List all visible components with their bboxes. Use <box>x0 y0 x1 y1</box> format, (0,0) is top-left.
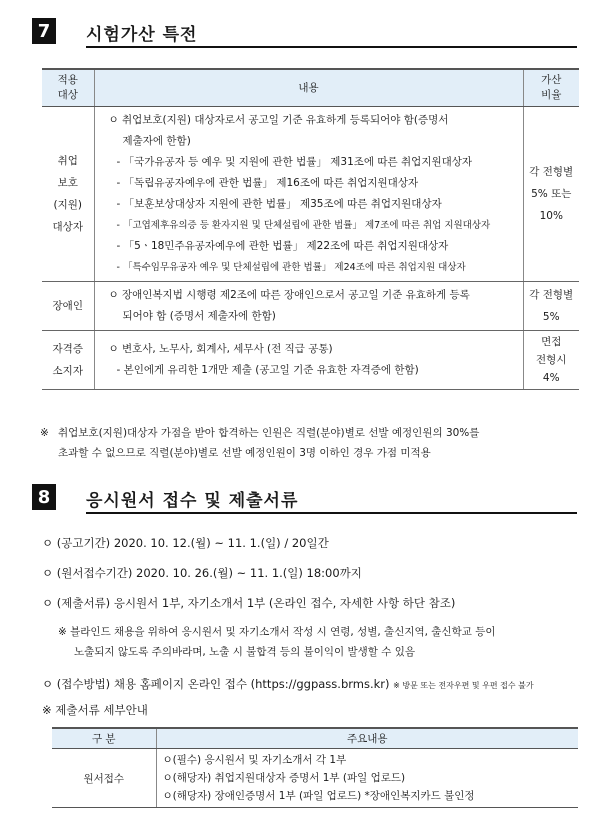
application-period: ㅇ (원서접수기간) 2020. 10. 26.(월) ~ 11. 1.(일) 18:00까지 <box>42 566 362 580</box>
table-row <box>42 282 579 331</box>
docs-heading: ※ 제출서류 세부안내 <box>42 703 148 717</box>
row-content: ㅇ 변호사, 노무사, 회계사, 세무사 (전 직급 공통) - 본인에게 유리한 1개만 제출 (공고일 기준 유효한 자격증에 한함) <box>94 331 523 390</box>
row-content: ㅇ 장애인복지법 시행령 제2조에 따른 장애인으로서 공고일 기준 유효하게 등록 되어야 함 (증명서 제출자에 한함) <box>94 282 523 331</box>
notice-period: ㅇ (공고기간) 2020. 10. 12.(월) ~ 11. 1.(일) / 20일간 <box>42 536 329 550</box>
blind-note: ※ 블라인드 채용을 위하여 응시원서 및 자기소개서 작성 시 연령, 성별, 출신지역, 출신학교 등이 노출되지 않도록 주의바라며, 노출 시 불합격 등의 불이익이 발생할 수 있음 <box>58 626 496 658</box>
section-8-header <box>20 484 577 514</box>
header-rate: 가산 비율 <box>523 69 579 107</box>
bonus-table-header <box>42 69 579 107</box>
section-underline <box>86 46 577 48</box>
header-content: 내용 <box>94 69 523 107</box>
section-number: 7 <box>32 18 56 44</box>
row-rate: 각 전형별 5% 또는 10% <box>523 107 579 282</box>
row-target: 장애인 <box>42 282 94 331</box>
header-content: 주요내용 <box>156 728 578 749</box>
section-title: 시험가산 특전 <box>86 25 198 45</box>
docs-category: 원서접수 <box>52 749 156 808</box>
section-title: 응시원서 접수 및 제출서류 <box>86 491 299 511</box>
header-target: 적용 대상 <box>42 69 94 107</box>
docs-table <box>52 727 578 808</box>
bonus-table <box>42 68 579 390</box>
table-row <box>42 331 579 390</box>
row-target: 취업 보호 (지원) 대상자 <box>42 107 94 282</box>
row-content: ㅇ 취업보호(지원) 대상자로서 공고일 기준 유효하게 등록되어야 함(증명서 제출자에 한함) - 「국가유공자 등 예우 및 지원에 관한 법률」 제31조에 따른 취업지원대상자 - 「독립유공자예우에 관한 법률」 제16조에 따른 취업지원대상자 - 「보훈보상대상자 지원에 관한 법률」 제35조에 따른 취업지원대상자 - 「고엽제후유의증 등 환자지원 및 단체설립에 관한 법률」 제7조에 따른 취업 지원대상자 - 「5ㆍ18민주유공자예우에 관한 법률」 제22조에 따른 취업지원대상자 - 「특수임무유공자 예우 및 단체설립에 관한 법률」 제24조에 따른 취업지원 대상자 <box>94 107 523 282</box>
section-underline <box>86 512 577 514</box>
method-note: ※ 방문 또는 전자우편 및 우편 접수 불가 <box>393 681 534 690</box>
list-item: ㅇ(필수) 응시원서 및 자기소개서 각 1부 <box>162 754 347 766</box>
list-item: ㅇ(해당자) 장애인증명서 1부 (파일 업로드) *장애인복지카드 불인정 <box>162 790 475 802</box>
section-number: 8 <box>32 484 56 510</box>
header-category: 구 분 <box>52 728 156 749</box>
docs-table-header <box>52 728 578 749</box>
required-documents: ㅇ (제출서류) 응시원서 1부, 자기소개서 1부 (온라인 접수, 자세한 사항 하단 참조) <box>42 596 456 610</box>
list-item: ㅇ(해당자) 취업지원대상자 증명서 1부 (파일 업로드) <box>162 772 406 784</box>
row-rate: 면접 전형시 4% <box>523 331 579 390</box>
table-row <box>52 749 578 808</box>
row-target: 자격증 소지자 <box>42 331 94 390</box>
application-method: ㅇ (접수방법) 채용 홈페이지 온라인 접수 (https://ggpass.brms.kr) ※ 방문 또는 전자우편 및 우편 접수 불가 <box>42 677 534 691</box>
note-mark: ※ <box>40 427 49 439</box>
gap-note: ※ 취업보호(지원)대상자 가점을 받아 합격하는 인원은 직렬(분야)별로 선발 예정인원의 30%를 초과할 수 없으므로 직렬(분야)별로 선발 예정인원이 3명 이하인 경우 가점 미적용 <box>40 423 585 463</box>
row-rate: 각 전형별 5% <box>523 282 579 331</box>
docs-items <box>156 749 578 808</box>
table-row <box>42 107 579 282</box>
section-7-header <box>20 18 577 48</box>
